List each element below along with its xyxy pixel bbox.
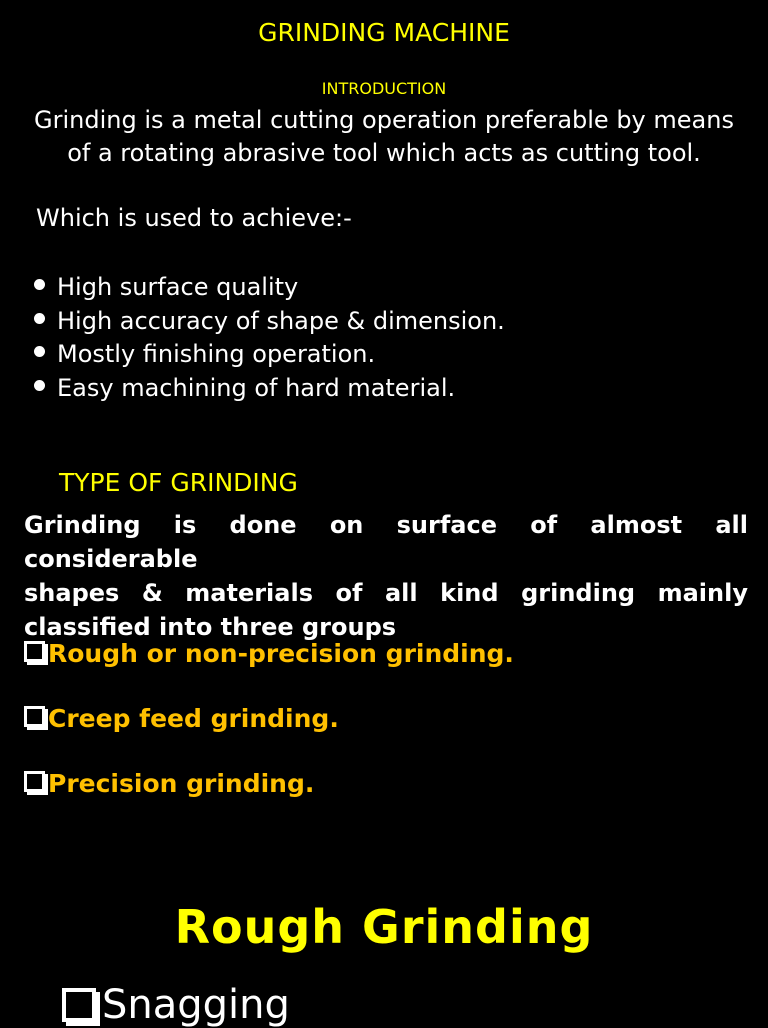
checkbox-square-icon: [24, 641, 45, 662]
types-paragraph-line: shapes & materials of all kind grinding mainly: [24, 579, 748, 607]
group-item-precision: [24, 769, 314, 798]
checkbox-square-icon: [24, 771, 45, 792]
bullet-icon: [34, 380, 45, 391]
types-paragraph-line: classified into three groups: [24, 613, 397, 641]
section-title-rough-grinding: Rough Grinding: [174, 900, 594, 954]
list-item-label: High surface quality: [57, 273, 299, 301]
list-item-label: Snagging: [102, 982, 290, 1028]
checkbox-square-icon: [24, 706, 45, 727]
list-item-label: Mostly finishing operation.: [57, 340, 376, 368]
types-paragraph-line: Grinding is done on surface of almost all considerable: [24, 511, 748, 573]
list-item-snagging: [62, 982, 290, 1028]
list-item: [34, 338, 505, 372]
list-item: [34, 372, 505, 406]
group-item-label: Creep feed grinding.: [48, 704, 339, 733]
group-item-creep-feed: [24, 704, 339, 733]
list-item: [34, 305, 505, 339]
types-heading: TYPE OF GRINDING: [59, 468, 298, 497]
types-paragraph: [24, 508, 748, 644]
section-subtitle-introduction: INTRODUCTION: [321, 79, 447, 98]
group-item-label: Precision grinding.: [48, 769, 315, 798]
list-item-label: Easy machining of hard material.: [57, 373, 456, 402]
group-item-rough: [24, 639, 514, 668]
group-item-label: Rough or non-precision grinding.: [48, 639, 514, 668]
list-item-label: High accuracy of shape & dimension.: [57, 306, 505, 335]
bullet-icon: [34, 346, 45, 357]
bullet-icon: [34, 313, 45, 324]
uses-list: [34, 271, 505, 405]
page-title: GRINDING MACHINE: [258, 18, 510, 47]
checkbox-square-icon: [62, 988, 96, 1022]
list-item: [34, 271, 505, 305]
intro-paragraph: Grinding is a metal cutting operation preferable by means of a rotating abrasive tool which acts as cutting tool.: [34, 106, 734, 167]
uses-lead-text: Which is used to achieve:-: [36, 204, 352, 232]
bullet-icon: [34, 279, 45, 290]
